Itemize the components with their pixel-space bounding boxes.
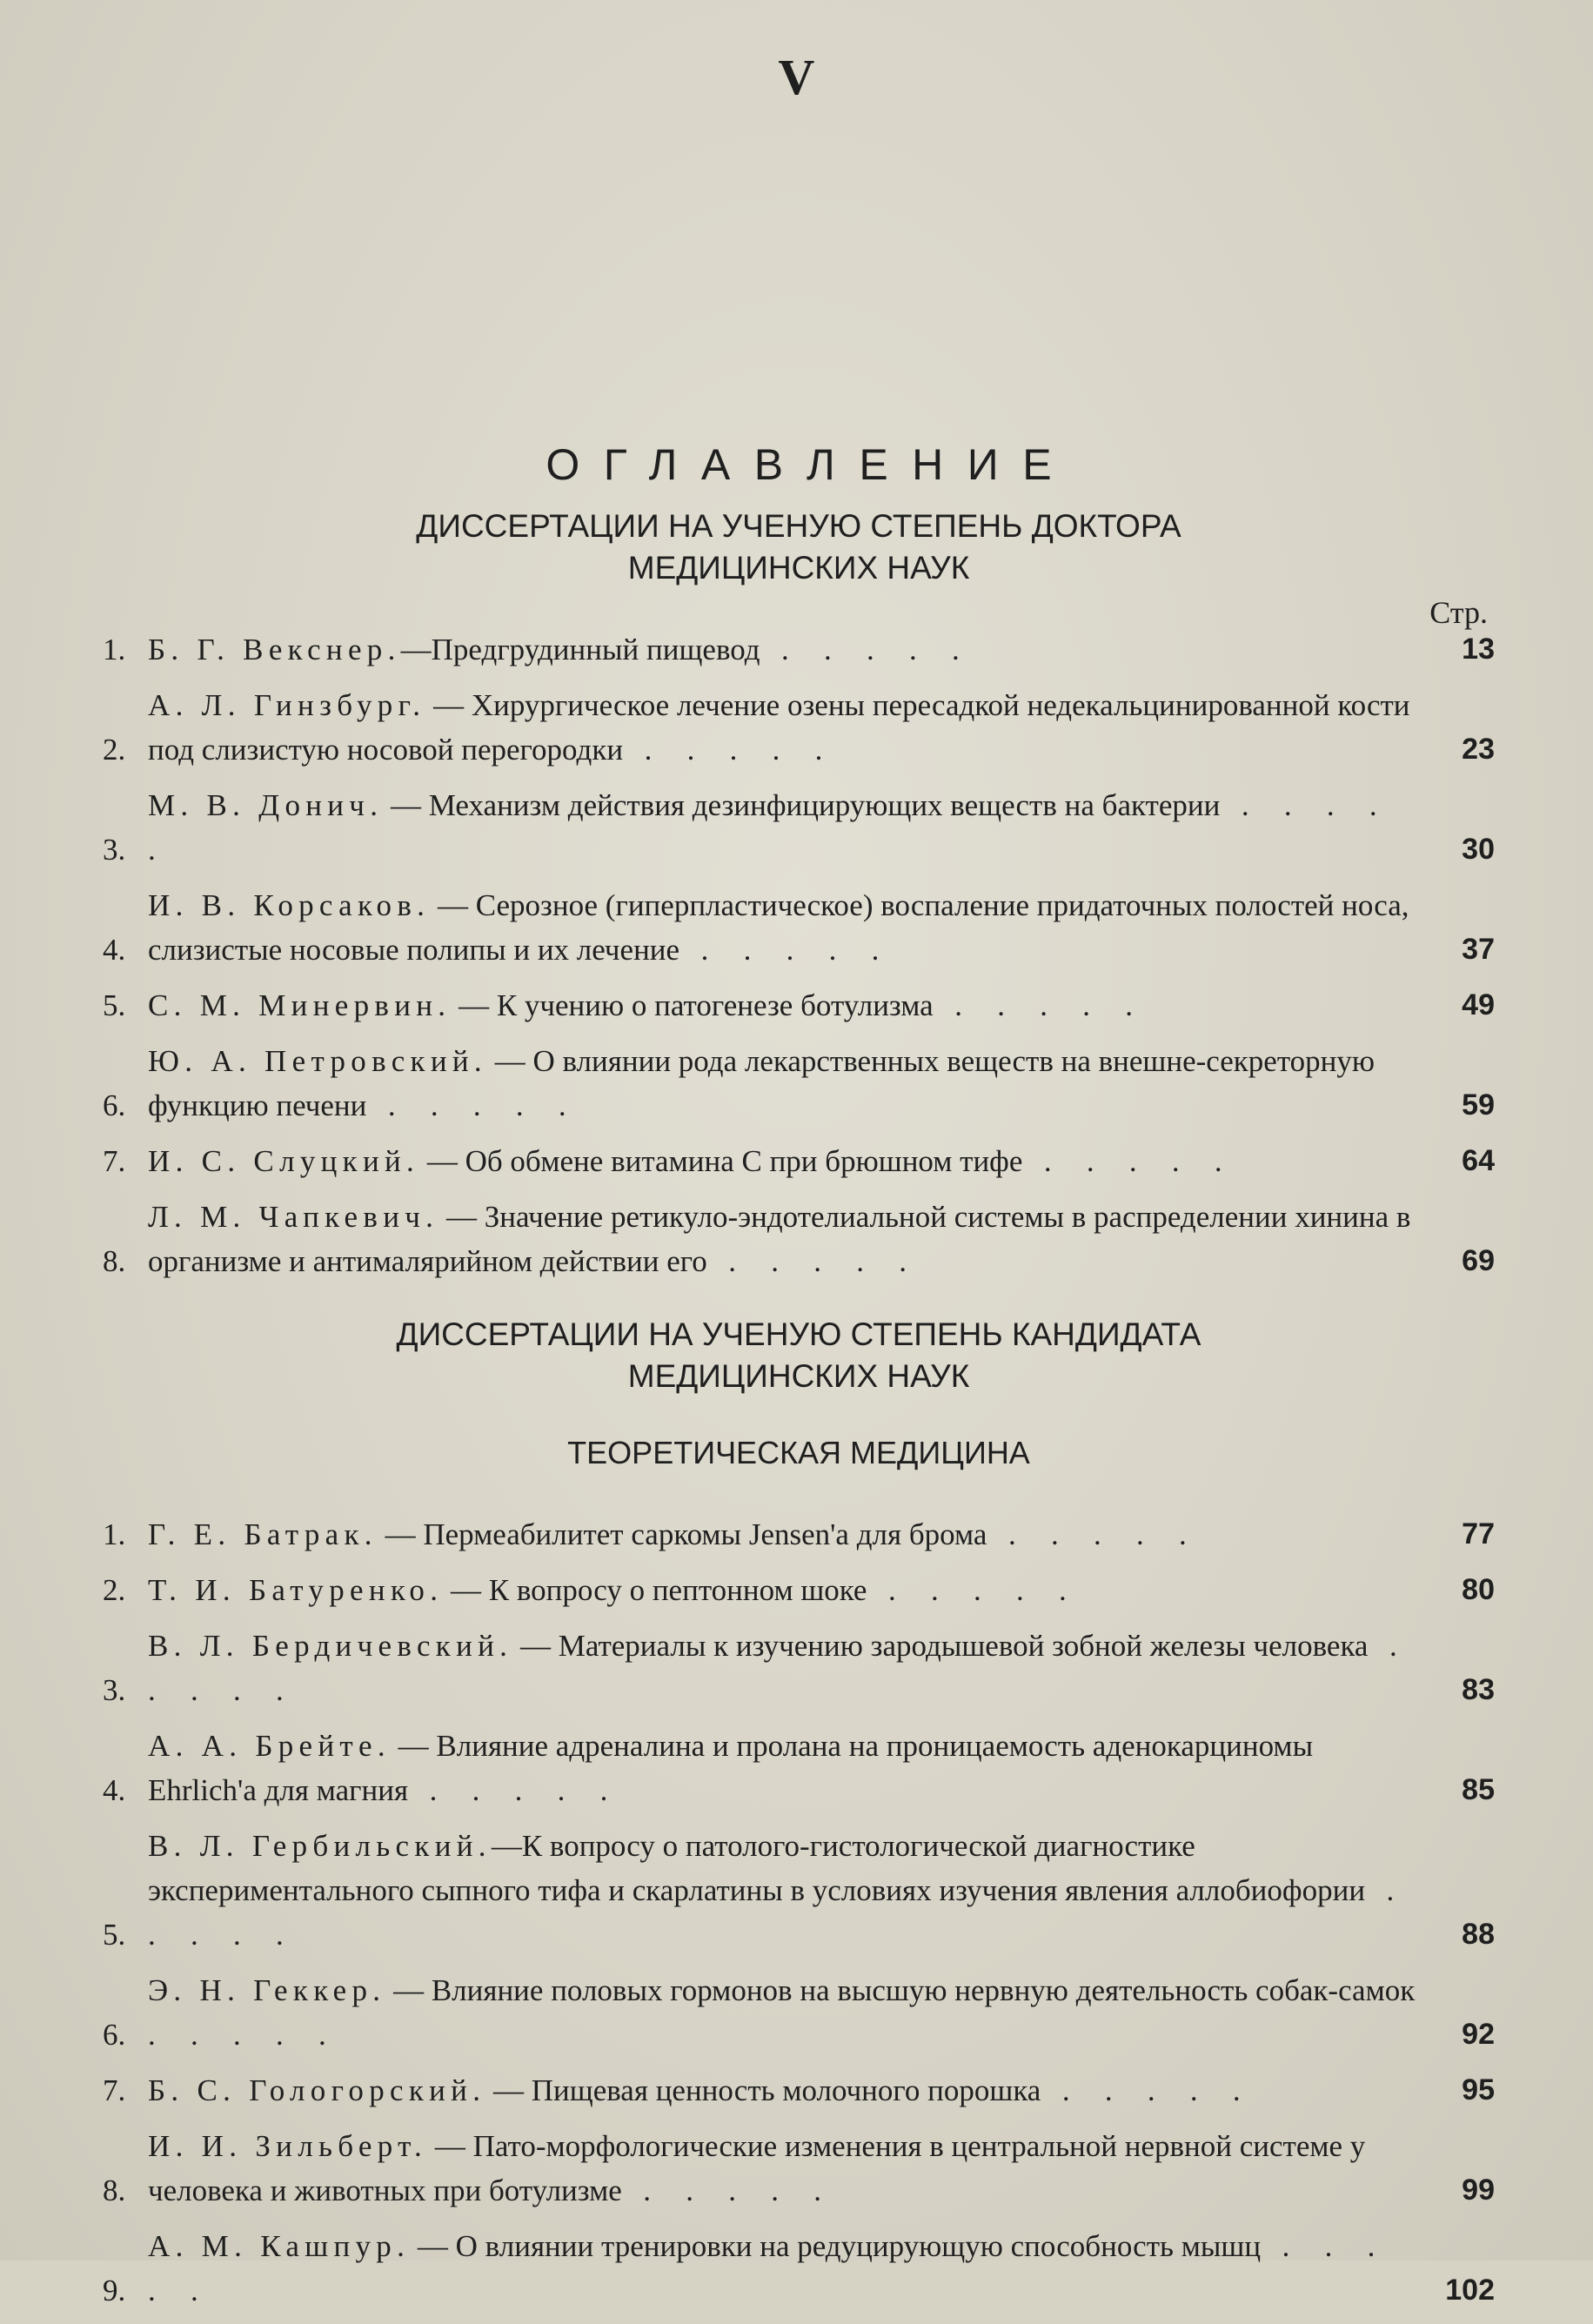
toc-entry [103, 1139, 1495, 1183]
doctoral-section-heading-line2: МЕДИЦИНСКИХ НАУК [627, 550, 970, 586]
entry-author: А. Л. Гинзбург. [148, 688, 426, 722]
entry-page-number: 80 [1462, 1573, 1495, 1606]
entry-author: Б. С. Гологорский. [148, 2073, 486, 2107]
entry-author: Ю. А. Петровский. [148, 1044, 487, 1078]
dot-leader: . . . . . [148, 2229, 1389, 2307]
entry-author: В. Л. Бердичевский. [148, 1629, 513, 1663]
toc-entry [103, 1039, 1495, 1128]
entry-text [148, 1624, 1425, 1712]
entry-author: И. С. Слуцкий. [148, 1144, 420, 1178]
entry-title: — Влияние адреналина и пролана на проницаемость аденокарциномы Ehrlich'a для магния [148, 1729, 1314, 1807]
entry-number: 2. [103, 733, 126, 767]
dot-leader: . . . . . [1041, 2073, 1255, 2107]
entry-text [148, 1968, 1425, 2057]
entry-title: — О влиянии рода лекарственных веществ на внешне-секреторную функцию печени [148, 1044, 1375, 1122]
entry-page-number: 13 [1462, 633, 1495, 666]
entry-page-number: 30 [1462, 833, 1495, 866]
entry-page-number: 23 [1462, 733, 1495, 766]
entry-author: Л. М. Чапкевич. [148, 1200, 439, 1234]
entry-number: 7. [103, 2073, 126, 2107]
entry-title: — Серозное (гиперпластическое) воспаление придаточных полостей носа, слизистые носовые полипы и их лечение [148, 888, 1409, 967]
entry-page-number: 85 [1462, 1773, 1495, 1806]
entry-page-number: 83 [1462, 1673, 1495, 1706]
entry-author: И. И. Зильберт. [148, 2129, 428, 2163]
entry-number: 2. [103, 1573, 126, 1607]
dot-leader: . . . . . [706, 1244, 920, 1278]
entry-page-number: 64 [1462, 1144, 1495, 1177]
entry-number: 4. [103, 933, 126, 967]
entry-title: — Пермеабилитет саркомы Jensen'a для брома [377, 1517, 987, 1551]
entry-page-number: 95 [1462, 2073, 1495, 2106]
entry-author: В. Л. Гербильский. [148, 1829, 492, 1863]
toc-entry [103, 1824, 1495, 1957]
entry-number: 5. [103, 1918, 126, 1952]
toc-entry [103, 2224, 1495, 2313]
entry-title: — Механизм действия дезинфицирующих веществ на бактерии [383, 788, 1221, 822]
entry-page-number: 59 [1462, 1088, 1495, 1122]
entry-page-number: 99 [1462, 2173, 1495, 2207]
dot-leader: . . . . . [366, 1088, 580, 1122]
toc-entry [103, 983, 1495, 1028]
dot-leader: . . . . . [987, 1517, 1201, 1551]
entry-title: — О влиянии тренировки на редуцирующую способность мышц [410, 2229, 1262, 2263]
toc-title: ОГЛАВЛЕНИЕ [546, 440, 1076, 489]
entry-page-number: 69 [1462, 1244, 1495, 1277]
dot-leader: . . . . . [679, 933, 894, 967]
theoretical-medicine-heading: ТЕОРЕТИЧЕСКАЯ МЕДИЦИНА [567, 1435, 1030, 1470]
entry-text [148, 1039, 1425, 1128]
entry-title: — К учению о патогенезе ботулизма [451, 988, 934, 1022]
entry-number: 1. [103, 633, 126, 666]
entry-author: И. В. Корсаков. [148, 888, 431, 922]
entry-number: 4. [103, 1773, 126, 1807]
entry-author: А. М. Кашпур. [148, 2229, 411, 2263]
entry-author: А. А. Брейте. [148, 1729, 391, 1763]
entry-text [148, 1824, 1425, 1957]
dot-leader: . . . . . [408, 1773, 622, 1807]
dot-leader: . . . . . [867, 1573, 1081, 1607]
entry-number: 9. [103, 2274, 126, 2307]
entry-text [148, 1512, 1425, 1557]
toc-entry [103, 1624, 1495, 1712]
dot-leader: . . . . . [1022, 1144, 1236, 1178]
toc-entry [103, 883, 1495, 972]
entry-number: 7. [103, 1144, 126, 1178]
entry-number: 6. [103, 2018, 126, 2052]
table-of-contents [103, 439, 1495, 2324]
entry-title: — К вопросу о пептонном шоке [443, 1573, 867, 1607]
dot-leader: . . . . . [760, 633, 974, 666]
toc-entry [103, 1195, 1495, 1283]
page-roman-number: V [778, 49, 815, 105]
entry-page-number: 77 [1462, 1517, 1495, 1550]
entry-number: 1. [103, 1517, 126, 1551]
entry-page-number: 92 [1462, 2018, 1495, 2051]
candidate-entries-list [103, 1512, 1495, 2313]
candidate-section-heading-line2: МЕДИЦИНСКИХ НАУК [627, 1358, 970, 1394]
entry-title: — Пищевая ценность молочного порошка [485, 2073, 1041, 2107]
toc-entry [103, 1568, 1495, 1612]
entry-text [148, 1724, 1425, 1812]
entry-page-number: 37 [1462, 933, 1495, 966]
toc-entry [103, 1968, 1495, 2057]
toc-entry [103, 2068, 1495, 2113]
dot-leader: . . . . . [148, 1629, 1411, 1707]
page-column-label: Стр. [1429, 595, 1488, 630]
dot-leader: . . . . . [148, 1873, 1409, 1952]
entry-author: Б. Г. Векснер. [148, 633, 401, 666]
dot-leader: . . . . . [148, 2018, 340, 2052]
entry-title: — Влияние половых гормонов на высшую нервную деятельность собак-самок [385, 1973, 1416, 2007]
entry-title: — Материалы к изучению зародышевой зобной железы человека [512, 1629, 1369, 1663]
entry-title: — Хирургическое лечение озены пересадкой недекальцинированной кости под слизистую носовой перегородки [148, 688, 1410, 767]
entry-text [148, 1139, 1425, 1183]
entry-author: С. М. Минервин. [148, 988, 452, 1022]
entry-text [148, 2124, 1425, 2213]
entry-number: 8. [103, 1244, 126, 1278]
dot-leader: . . . . . [623, 733, 837, 767]
entry-number: 6. [103, 1088, 126, 1122]
entry-title: — Пато-морфологические изменения в центральной нервной системе у человека и животных при ботулизме [148, 2129, 1366, 2207]
entry-text [148, 2224, 1425, 2313]
entry-page-number: 102 [1445, 2274, 1495, 2307]
entry-author: Т. И. Батуренко. [148, 1573, 444, 1607]
entry-title: —Предгрудинный пищевод [400, 633, 760, 666]
entry-page-number: 88 [1462, 1918, 1495, 1951]
dot-leader: . . . . . [933, 988, 1147, 1022]
entry-title: —К вопросу о патолого-гистологической диагностике экспериментального сыпного тифа и скарлатины в условиях изучения явления аллобиофории [148, 1829, 1366, 1907]
entry-title: — Значение ретикуло-эндотелиальной системы в распределении хинина в организме и антималярийном действии его [148, 1200, 1411, 1278]
entry-author: М. В. Донич. [148, 788, 384, 822]
entry-author: Э. Н. Геккер. [148, 1973, 386, 2007]
entry-text [148, 883, 1425, 972]
toc-entry [103, 627, 1495, 672]
entry-number: 3. [103, 1673, 126, 1707]
entry-number: 8. [103, 2173, 126, 2207]
toc-entry [103, 1724, 1495, 1812]
entry-number: 3. [103, 833, 126, 867]
entry-text [148, 683, 1425, 772]
entry-text [148, 1195, 1425, 1283]
toc-entry [103, 2124, 1495, 2213]
entry-text [148, 983, 1425, 1028]
dot-leader: . . . . . [148, 788, 1391, 867]
entry-author: Г. Е. Батрак. [148, 1517, 378, 1551]
entry-text [148, 2068, 1425, 2113]
doctoral-section-heading-line1: ДИССЕРТАЦИИ НА УЧЕНУЮ СТЕПЕНЬ ДОКТОРА [416, 508, 1181, 544]
dot-leader: . . . . . [621, 2173, 835, 2207]
candidate-section-heading-line1: ДИССЕРТАЦИИ НА УЧЕНУЮ СТЕПЕНЬ КАНДИДАТА [396, 1316, 1201, 1352]
entry-page-number: 49 [1462, 988, 1495, 1021]
entry-text [148, 627, 1425, 672]
entry-title: — Об обмене витамина С при брюшном тифе [419, 1144, 1023, 1178]
doctoral-entries-list [103, 627, 1495, 1283]
entry-text [148, 783, 1425, 872]
toc-entry [103, 683, 1495, 772]
toc-entry [103, 1512, 1495, 1557]
entry-text [148, 1568, 1425, 1612]
entry-number: 5. [103, 988, 126, 1022]
toc-entry [103, 783, 1495, 872]
